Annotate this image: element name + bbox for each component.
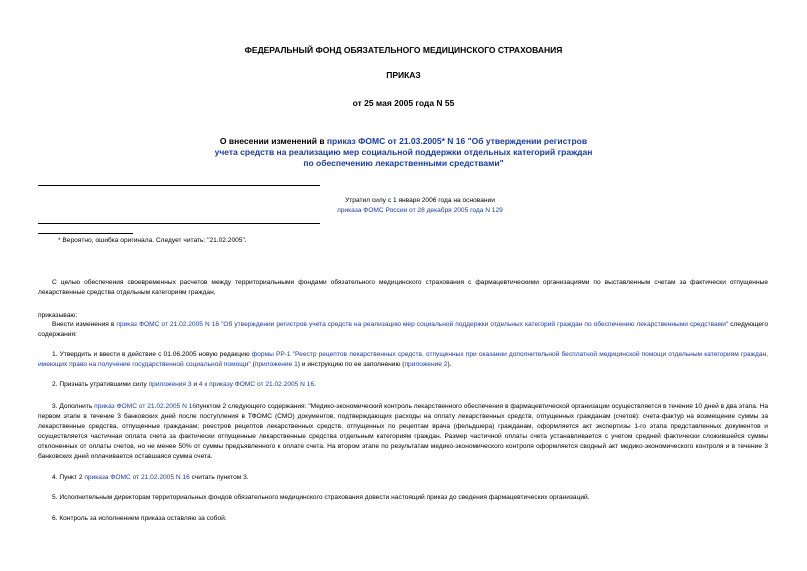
- order-word: приказываю:: [38, 312, 78, 319]
- text: ) и инструкцию по ее заполнению (: [297, 361, 405, 368]
- order-16-link[interactable]: к приказу ФОМС от 21.02.2005 N 16: [204, 381, 315, 388]
- footnote: * Вероятно, ошибка оригинала. Следует читать: "21.02.2005".: [58, 237, 247, 244]
- title-line-3[interactable]: по обеспечению лекарственными средствами": [303, 158, 504, 168]
- paragraph-2: [38, 380, 768, 390]
- text: 3. Дополнить: [52, 403, 95, 410]
- text: Внести изменения в: [52, 321, 117, 328]
- text: 1. Утвердить и ввести в действие с 01.06.2005 новую редакцию: [52, 351, 252, 358]
- title-prefix: О внесении изменений в: [219, 136, 327, 146]
- appendix-2-link[interactable]: приложение 2: [404, 361, 448, 368]
- appendix-1-link[interactable]: приложение 1: [254, 361, 298, 368]
- order-16-link[interactable]: приказ ФОМС от 21.02.2005 N 16 "Об утверждении регистров учета средств на реализацию мер социальной поддержки отдельных категорий граждан по обеспечению лекарственными средствами": [116, 321, 729, 328]
- title-order-link[interactable]: приказ ФОМС от 21.03.2005* N 16 "Об утверждении регистров: [326, 136, 588, 146]
- text: 4. Пункт 2: [52, 474, 85, 481]
- status-text: Утратил силу с 1 января 2006 года на основании: [345, 197, 495, 204]
- form-rr1-link[interactable]: формы РР-1 "Реестр рецептов лекарственных средств, отпущенных при оказании дополнительной бесплатной медицинской помощи отдельным категориям граждан, имеющих право на получение государственной социальной помощи": [38, 351, 768, 368]
- text: пунктом 2 следующего содержания: "Медико-экономический контроль лекарственного обеспечения в фармацевтической организации осуществляется в течение 10 дней в два этапа. На первом этапе в течение 3 банковских дней после поступления в ТФОМС (СМО) документов, подтверждающих расходы на оплату лекарственных средств, отпущенных гражданам (счетов): счета-фактур на возмещение суммы за лекарственные средства, отпущенные гражданам; реестров рецептов лекарственных средств, отпущенных по рецептам врача (фельдшера) гражданам, оформляется акт экспертизы 1-го этапа представленных документов и осуществляется частичная оплата счета за фактически отпущенные лекарственные средства отдельным категориям граждан. Размер частичной оплаты счета устанавливается с учетом средней фактически сложившейся суммы отклоненных от оплаты счетов, но не менее 50% от суммы предъявленного к оплате счета. На втором этапе по результатам медико-экономического контроля оформляется сводный акт медико-экономического контроля и в течение 3 банковских дней оплачивается оставшаяся сумма счета.: [38, 403, 768, 460]
- appendix-4-link[interactable]: 4: [198, 381, 203, 388]
- organization-name: ФЕДЕРАЛЬНЫЙ ФОНД ОБЯЗАТЕЛЬНОГО МЕДИЦИНСКОГО СТРАХОВАНИЯ: [244, 45, 563, 55]
- paragraph-1: [38, 350, 768, 370]
- paragraph-4: [38, 473, 768, 483]
- appendix-3-link[interactable]: приложения 3: [148, 381, 192, 388]
- order-16-link[interactable]: приказа ФОМС от 21.02.2005 N 16: [84, 474, 190, 481]
- text: .: [314, 381, 316, 388]
- order-16-link[interactable]: приказ ФОМС от 21.02.2005 N 16: [94, 403, 197, 410]
- document-date-number: от 25 мая 2005 года N 55: [352, 98, 455, 108]
- text: ).: [447, 361, 452, 368]
- text: считать пунктом 3.: [189, 474, 249, 481]
- intro-paragraph: С целью обеспечения своевременных расчетов между территориальными фондами обязательного медицинского страхования с фармацевтическими организациями по выставленным счетам за фактически отпущенные лекарственные средства отдельным категориям граждан,: [38, 279, 768, 296]
- title-line-1: [0, 136, 807, 147]
- divider: [38, 185, 320, 186]
- document-title: [0, 136, 807, 169]
- status-link[interactable]: приказа ФОМС России от 28 декабря 2005 года N 129: [337, 207, 503, 214]
- title-line-2[interactable]: учета средств на реализацию мер социальной поддержки отдельных категорий граждан: [214, 147, 593, 157]
- status-note: [300, 196, 540, 216]
- footnote-divider: [38, 233, 133, 234]
- paragraph-5: 5. Исполнительным директорам территориальных фондов обязательного медицинского страхования довести настоящий приказ до сведения фармацевтических организаций.: [52, 494, 590, 501]
- paragraph-3: [38, 402, 768, 462]
- text: следующего содержания:: [38, 321, 768, 338]
- divider: [38, 223, 320, 224]
- text: 2. Признать утратившими силу: [52, 381, 149, 388]
- text: (: [250, 361, 255, 368]
- text: и: [191, 381, 199, 388]
- document-type: ПРИКАЗ: [386, 70, 421, 80]
- paragraph-6: 6. Контроль за исполнением приказа оставляю за собой.: [52, 515, 227, 522]
- paragraph-0: [38, 320, 768, 340]
